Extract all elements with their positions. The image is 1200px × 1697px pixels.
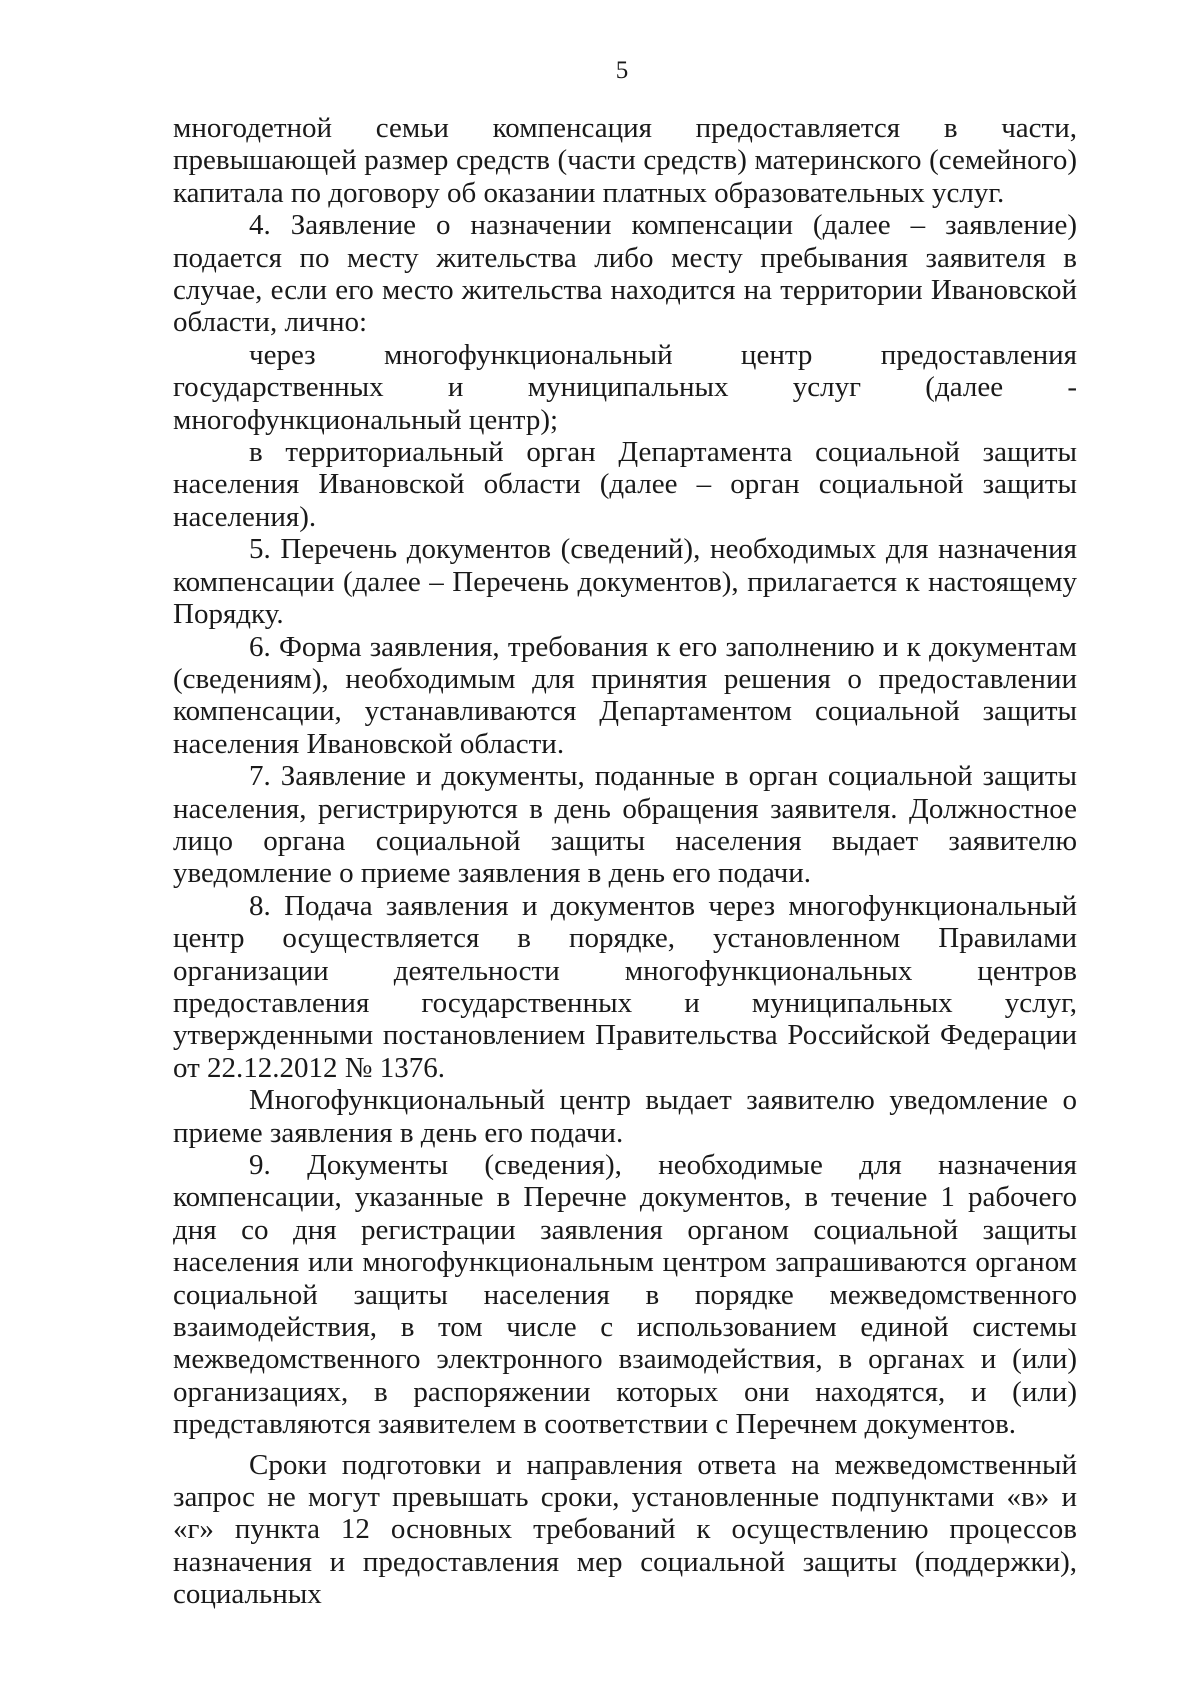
paragraph-6: 6. Форма заявления, требования к его заполнению и к документам (сведениям), необходимым для принятия решения о предоставлении компенсации, устанавливаются Департаментом социальной защиты населения Ивановской области. bbox=[173, 630, 1077, 760]
paragraph-8-notice: Многофункциональный центр выдает заявителю уведомление о приеме заявления в день его подачи. bbox=[173, 1084, 1077, 1149]
paragraph-continuation: многодетной семьи компенсация предоставляется в части, превышающей размер средств (части средств) материнского (семейного) капитала по договору об оказании платных образовательных услуг. bbox=[173, 112, 1077, 209]
page-number: 5 bbox=[615, 57, 629, 84]
paragraph-4-mfc: через многофункциональный центр предоставления государственных и муниципальных услуг (далее - многофункциональный центр); bbox=[173, 338, 1077, 436]
paragraph-4-organ: в территориальный орган Департамента социальной защиты населения Ивановской области (далее – орган социальной защиты населения). bbox=[173, 436, 1077, 533]
paragraph-9: 9. Документы (сведения), необходимые для назначения компенсации, указанные в Перечне документов, в течение 1 рабочего дня со дня регистрации заявления органом социальной защиты населения или многофункциональным центром запрашиваются органом социальной защиты населения в порядке межведомственного взаимодействия, в том числе с использованием единой системы межведомственного электронного взаимодействия, в органах и (или) организациях, в распоряжении которых они находятся, и (или) представляются заявителем в соответствии с Перечнем документов. bbox=[173, 1149, 1077, 1441]
paragraph-7: 7. Заявление и документы, поданные в орган социальной защиты населения, регистрируются в день обращения заявителя. Должностное лицо органа социальной защиты населения выдает заявителю уведомление о приеме заявления в день его подачи. bbox=[173, 760, 1077, 890]
document-body bbox=[173, 112, 1077, 1611]
paragraph-8: 8. Подача заявления и документов через многофункциональный центр осуществляется в порядке, установленном Правилами организации деятельности многофункциональных центров предоставления государственных и муниципальных услуг, утвержденными постановлением Правительства Российской Федерации от 22.12.2012 № 1376. bbox=[173, 889, 1077, 1084]
paragraph-5: 5. Перечень документов (сведений), необходимых для назначения компенсации (далее – Перечень документов), прилагается к настоящему Порядку. bbox=[173, 533, 1077, 631]
paragraph-4: 4. Заявление о назначении компенсации (далее – заявление) подается по месту жительства либо месту пребывания заявителя в случае, если его место жительства находится на территории Ивановской области, лично: bbox=[173, 209, 1077, 339]
paragraph-9-terms: Сроки подготовки и направления ответа на межведомственный запрос не могут превышать сроки, установленные подпунктами «в» и «г» пункта 12 основных требований к осуществлению процессов назначения и предоставления мер социальной защиты (поддержки), социальных bbox=[173, 1448, 1077, 1611]
